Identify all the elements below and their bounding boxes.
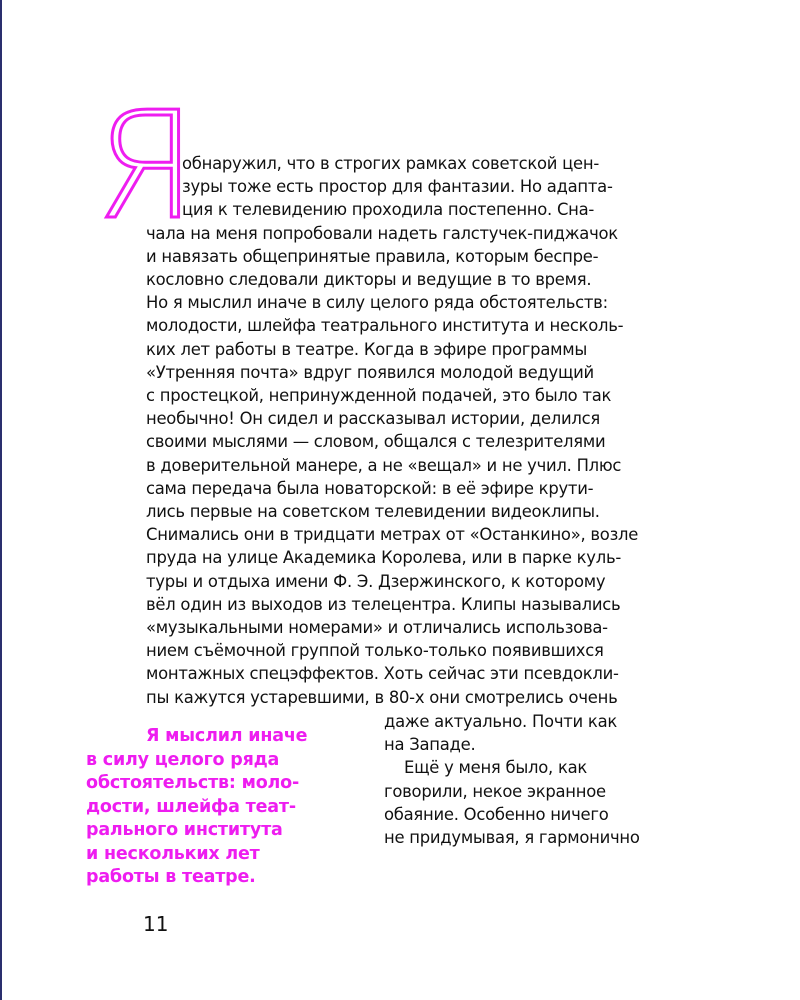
body-text (146, 152, 666, 709)
body-line: даже актуально. Почти как (384, 712, 618, 731)
body-line: ких лет работы в театре. Когда в эфире программы (146, 339, 588, 359)
pull-quote-line: дости, шлейфа теат- (86, 796, 296, 817)
body-line: зуры тоже есть простор для фантазии. Но адапта- (182, 177, 613, 197)
body-line: «музыкальными номерами» и отличались использова- (146, 618, 608, 638)
body-line: в доверительной манере, а не «вещал» и не учил. Плюс (146, 455, 622, 475)
body-line: с простецкой, непринужденной подачей, это было так (146, 386, 612, 406)
drop-cap: Я (94, 80, 197, 252)
body-line: своими мыслями — словом, общался с телезрителями (146, 432, 606, 452)
body-line: лись первые на советском телевидении видеоклипы. (146, 502, 600, 522)
pull-quote-line: обстоятельств: моло- (86, 773, 300, 793)
body-line: необычно! Он сидел и рассказывал истории, делился (146, 409, 601, 429)
body-text-column-2 (384, 710, 684, 849)
body-line: нием съёмочной группой только-только появившихся (146, 641, 604, 661)
body-line: говорили, некое экранное (384, 781, 606, 801)
body-line: пруда на улице Академика Королева, или в парке куль- (146, 548, 622, 568)
body-line: пы кажутся устаревшими, в 80-х они смотрелись очень (146, 687, 618, 707)
pull-quote-line: и нескольких лет (86, 843, 260, 864)
body-line: ция к телевидению проходила постепенно. Сна- (182, 200, 595, 220)
pull-quote-line: работы в театре. (86, 867, 256, 887)
body-line: «Утренняя почта» вдруг появился молодой ведущий (146, 362, 594, 382)
body-line: чала на меня попробовали надеть галстучек-пиджачок (146, 223, 618, 243)
body-line: на Западе. (384, 735, 476, 755)
body-line: сама передача была новаторской: в её эфире крути- (146, 478, 594, 498)
body-line: обаяние. Особенно ничего (384, 804, 609, 824)
body-line: Снимались они в тридцати метрах от «Останкино», возле (146, 525, 639, 545)
pull-quote-line: в силу целого ряда (86, 749, 280, 770)
body-line: Ещё у меня было, как (404, 758, 588, 778)
body-line: вёл один из выходов из телецентра. Клипы назывались (146, 594, 621, 614)
body-line: и навязать общепринятые правила, которым беспре- (146, 246, 599, 266)
body-line: монтажных спецэффектов. Хоть сейчас эти псевдокли- (146, 664, 619, 684)
body-line: обнаружил, что в строгих рамках советской цен- (182, 154, 599, 173)
page-spine (0, 0, 2, 1000)
pull-quote (86, 725, 386, 890)
body-line: молодости, шлейфа театрального института и несколь- (146, 316, 624, 336)
pull-quote-line: Я мыслил иначе (146, 726, 308, 746)
body-line: туры и отдыха имени Ф. Э. Дзержинского, к которому (146, 571, 606, 591)
body-line: Но я мыслил иначе в силу целого ряда обстоятельств: (146, 293, 608, 313)
body-line: не придумывая, я гармонично (384, 828, 640, 848)
body-line: кословно следовали дикторы и ведущие в то время. (146, 270, 592, 290)
pull-quote-line: рального института (86, 820, 283, 840)
page-number: 11 (143, 912, 169, 936)
